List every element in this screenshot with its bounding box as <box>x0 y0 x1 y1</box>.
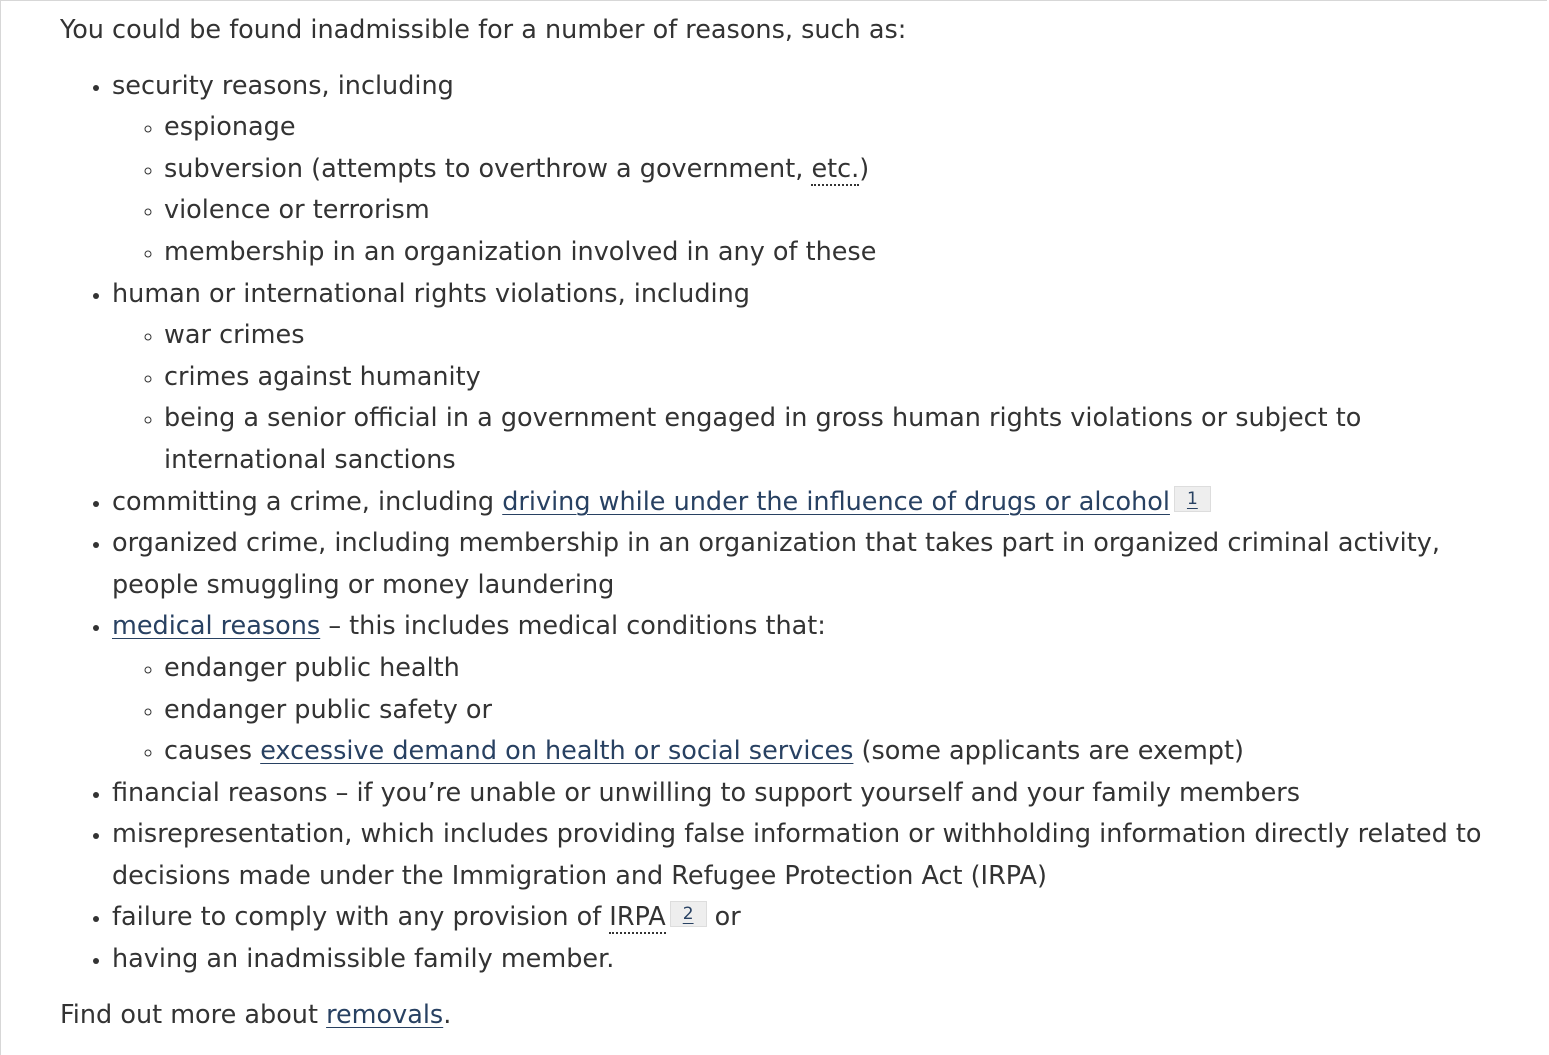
medical-text: – this includes medical conditions that: <box>320 611 826 642</box>
sub-item-espionage: ◦ espionage <box>164 107 1500 149</box>
sub-item-senior-official: ◦ being a senior official in a government engaged in gross human rights violations or subject to international sanctions <box>164 398 1500 481</box>
crime-text: committing a crime, including <box>112 486 503 517</box>
causes-text: causes <box>164 736 261 767</box>
excessive-demand-link[interactable]: excessive demand on health or social services <box>260 736 854 767</box>
intro-text: You could be found inadmissible for a number of reasons, such as: <box>60 15 907 45</box>
list-item-family-member: • having an inadmissible family member. <box>112 939 1500 981</box>
removals-link[interactable]: removals <box>326 999 444 1030</box>
list-item-misrepresentation: • misrepresentation, which includes providing false information or withholding information directly related to decisions made under the Immigration and Refugee Protection Act (IRPA) <box>112 814 1500 897</box>
list-item-failure-to-comply <box>112 897 1500 939</box>
footnote-2-link[interactable]: 2 <box>682 904 694 925</box>
outro-period: . <box>443 999 452 1030</box>
list-item-human-rights <box>112 274 1500 482</box>
sub-item-violence: ◦ violence or terrorism <box>164 190 1500 232</box>
footnote-1-badge <box>1174 486 1211 512</box>
inadmissibility-reasons-list <box>60 66 1500 981</box>
outro-text <box>60 995 1500 1037</box>
sub-item-crimes-against-humanity: ◦ crimes against humanity <box>164 357 1500 399</box>
list-item-medical <box>112 606 1500 772</box>
security-sublist <box>112 107 1500 273</box>
failure-or-text: or <box>706 902 741 933</box>
security-label: security reasons, including <box>112 70 454 101</box>
footnote-1-link[interactable]: 1 <box>1186 488 1198 509</box>
medical-reasons-link[interactable]: medical reasons <box>112 611 321 642</box>
sub-item-public-health: ◦ endanger public health <box>164 648 1500 690</box>
main-content <box>60 10 1500 1036</box>
sub-item-excessive-demand <box>164 731 1500 773</box>
medical-sublist <box>112 648 1500 773</box>
human-rights-sublist <box>112 315 1500 481</box>
etc-abbr: etc. <box>811 153 860 184</box>
irpa-abbr: IRPA <box>609 902 666 933</box>
sub-item-membership: ◦ membership in an organization involved in any of these <box>164 232 1500 274</box>
list-item-organized-crime: • organized crime, including membership in an organization that takes part in organized criminal activity, people smuggling or money laundering <box>112 523 1500 606</box>
outro-prefix: Find out more about <box>60 999 327 1030</box>
list-item-financial: • financial reasons – if you’re unable or unwilling to support yourself and your family members <box>112 773 1500 815</box>
failure-text: failure to comply with any provision of <box>112 902 610 933</box>
exempt-text: (some applicants are exempt) <box>853 736 1244 767</box>
human-rights-label: human or international rights violations, including <box>112 278 750 309</box>
impaired-driving-link[interactable]: driving while under the influence of drugs or alcohol <box>502 486 1170 517</box>
list-item-security <box>112 66 1500 274</box>
footnote-2-badge <box>670 901 707 927</box>
sub-item-subversion <box>164 149 1500 191</box>
list-item-crime <box>112 482 1500 524</box>
subversion-text: subversion (attempts to overthrow a government, <box>164 153 812 184</box>
sub-item-public-safety: ◦ endanger public safety or <box>164 690 1500 732</box>
subversion-close: ) <box>859 153 870 184</box>
sub-item-war-crimes: ◦ war crimes <box>164 315 1500 357</box>
